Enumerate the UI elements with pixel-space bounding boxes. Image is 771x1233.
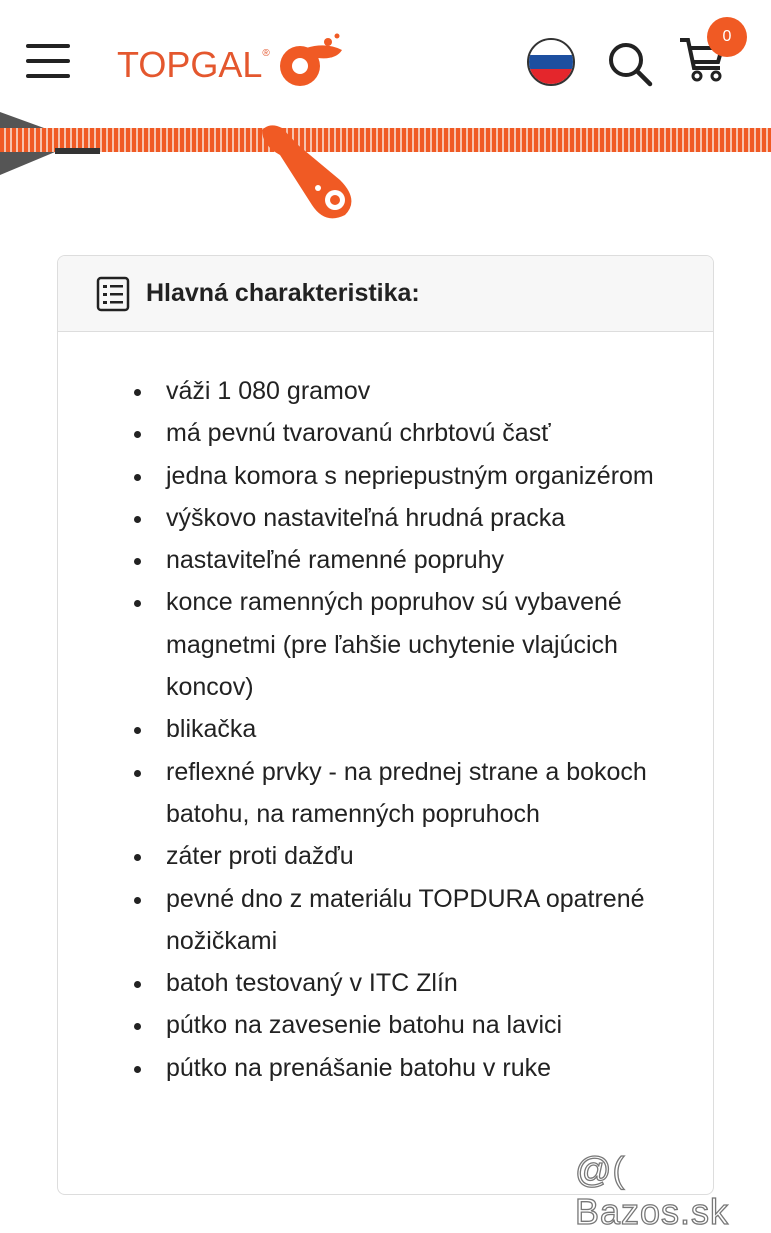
card-header (58, 256, 713, 332)
registered-mark: ® (262, 48, 270, 59)
zipper-decoration (0, 100, 771, 225)
features-card (57, 255, 714, 1195)
list-item: • váži 1 080 gramov (154, 370, 673, 412)
list-icon (96, 276, 130, 312)
brand-name: TOPGAL (117, 44, 263, 85)
list-item: • pútko na zavesenie batohu na lavici (154, 1004, 673, 1046)
list-item: • má pevnú tvarovanú chrbtovú časť (154, 412, 673, 454)
watermark: @( Bazos.sk (575, 1149, 730, 1232)
section-title: Hlavná charakteristika: (146, 279, 420, 307)
cart-count-badge: 0 (707, 17, 747, 57)
list-item: • blikačka (154, 708, 673, 750)
search-icon[interactable] (606, 40, 654, 88)
list-item: • výškovo nastaviteľná hrudná pracka (154, 497, 673, 539)
list-item: • pútko na prenášanie batohu v ruke (154, 1047, 673, 1089)
language-flag-sk[interactable] (527, 38, 575, 86)
list-item: • reflexné prvky - na prednej strane a bokoch batohu, na ramenných popruhoch (154, 751, 673, 836)
brand-logo-icon (276, 32, 348, 92)
list-item: • pevné dno z materiálu TOPDURA opatrené nožičkami (154, 878, 673, 963)
list-item: • záter proti dažďu (154, 835, 673, 877)
list-item: • jedna komora s nepriepustným organizérom (154, 455, 673, 497)
features-list (58, 332, 713, 1089)
list-item: • batoh testovaný v ITC Zlín (154, 962, 673, 1004)
list-item: • nastaviteľné ramenné popruhy (154, 539, 673, 581)
list-item: • konce ramenných popruhov sú vybavené magnetmi (pre ľahšie uchytenie vlajúcich koncov) (154, 581, 673, 708)
brand-logo[interactable] (117, 44, 270, 86)
menu-button[interactable] (26, 44, 70, 78)
